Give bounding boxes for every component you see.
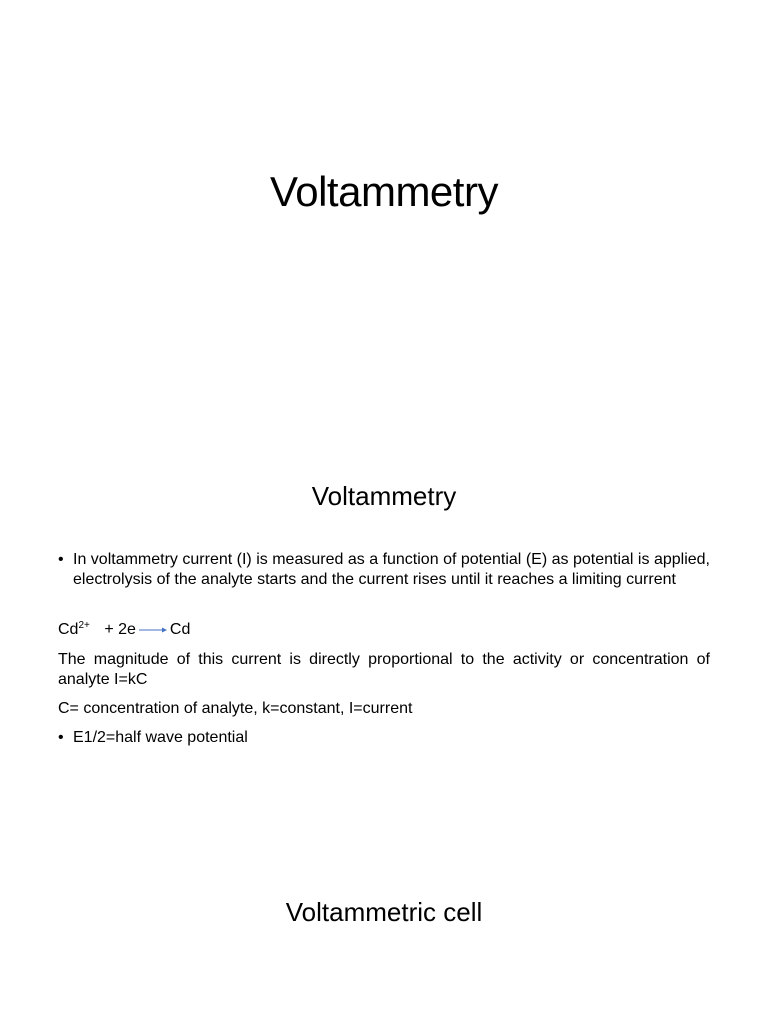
bullet-marker: •: [58, 729, 64, 746]
bullet-item-2: [58, 728, 710, 748]
paragraph-definitions: C= concentration of analyte, k=constant, I=current: [58, 700, 413, 717]
bullet-2-text: E1/2=half wave potential: [73, 729, 248, 746]
slide-2-title: Voltammetry: [311, 481, 457, 511]
paragraph-proportionality: The magnitude of this current is directly proportional to the activity or concentration of analyte I=kC: [58, 651, 710, 688]
bullet-1-text: In voltammetry current (I) is measured as a function of potential (E) as potential is applied, electrolysis of the analyte starts and the current rises until it reaches a limiting current: [73, 551, 710, 588]
slide-3-title: Voltammetric cell: [285, 897, 483, 927]
slide-voltammetry-content: [0, 430, 768, 810]
equation-charge: 2+: [78, 620, 90, 631]
bullet-item-1: [58, 550, 710, 590]
slide-voltammetric-cell: [0, 810, 768, 1024]
reaction-arrow-icon: [138, 626, 168, 634]
equation-product: Cd: [169, 621, 191, 638]
slide-1-title: Voltammetry: [270, 168, 498, 215]
bullet-marker: •: [58, 551, 64, 568]
slide-title: [0, 0, 768, 430]
reaction-equation: [58, 620, 190, 640]
equation-reactant: Cd: [58, 621, 79, 638]
equation-electrons: + 2e: [104, 621, 136, 638]
